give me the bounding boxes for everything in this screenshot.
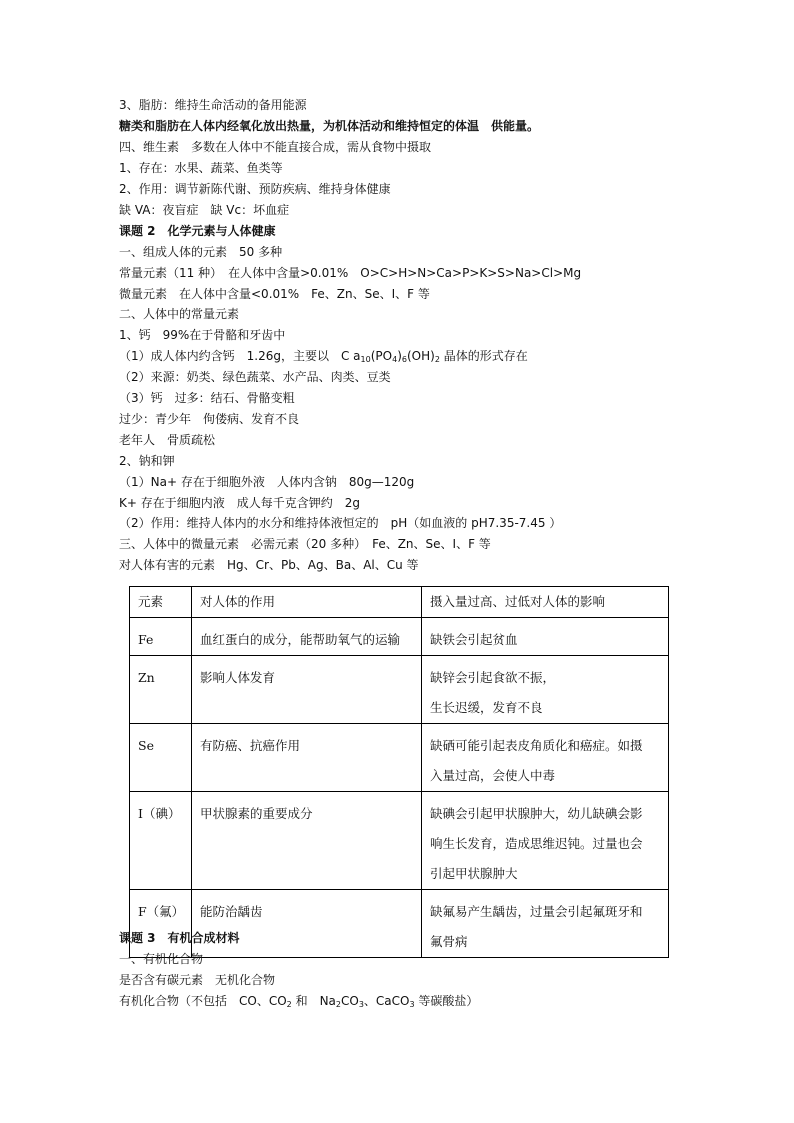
table-cell-effect: 缺碘会引起甲状腺肿大，幼儿缺碘会影 响生长发育，造成思维迟钝。过量也会 引起甲状腺肿大 [422,792,669,890]
table-row [130,618,669,656]
table-cell-element: Se [130,724,192,792]
table-cell-element: I（碘） [130,792,192,890]
text-line: 3、脂肪：维持生命活动的备用能源 [119,98,307,112]
trace-elements-table [129,586,669,958]
table-cell-role: 能防治龋齿 [192,890,422,958]
section-heading: 三、人体中的微量元素 必需元素（20 多种） Fe、Zn、Se、I、F 等 [119,537,491,551]
text-line: 对人体有害的元素 Hg、Cr、Pb、Ag、Ba、Al、Cu 等 [119,558,419,572]
table-header-cell: 摄入量过高、过低对人体的影响 [422,587,669,618]
table-header-cell: 元素 [130,587,192,618]
section-heading: 一、有机化合物 [119,952,204,966]
table-row [130,792,669,890]
section-heading: 四、维生素 多数在人体中不能直接合成，需从食物中摄取 [119,140,432,154]
section-heading: 一、组成人体的元素 50 多种 [119,245,283,259]
text-line-formula: 有机化合物（不包括 CO、$CO_2$ 和 $Na_2CO_3$、CaCO$_3$ 等碳酸盐） [119,994,479,1009]
table-row [130,890,669,958]
text-line: 老年人 骨质疏松 [119,433,216,447]
table-cell-effect: 缺氟易产生龋齿，过量会引起氟斑牙和 氟骨病 [422,890,669,958]
text-line: 微量元素 在人体中含量<0.01% Fe、Zn、Se、I、F 等 [119,287,430,301]
table-header-cell: 对人体的作用 [192,587,422,618]
table-cell-element: Fe [130,618,192,656]
lesson-title: 课题 2 化学元素与人体健康 [119,224,276,238]
text-line: 是否含有碳元素 无机化合物 [119,973,276,987]
text-line-formula: （1）成人体内约含钙 1.26g，主要以 C $a_{10}(PO_4)_6(OH)_2$ 晶体的形式存在 [119,349,528,364]
table-cell-effect: 缺锌会引起食欲不振， 生长迟缓，发育不良 [422,656,669,724]
table-cell-role: 影响人体发育 [192,656,422,724]
text-line: （2）作用：维持人体内的水分和维持体液恒定的 pH（如血液的 pH7.35-7.45 ） [119,516,562,530]
section-heading: 二、人体中的常量元素 [119,307,240,321]
table-row [130,724,669,792]
text-line: 2、作用：调节新陈代谢、预防疾病、维持身体健康 [119,182,391,196]
table-row [130,656,669,724]
text-line: 过少：青少年 佝偻病、发育不良 [119,412,300,426]
table-cell-element: F（氟） [130,890,192,958]
table-cell-role: 甲状腺素的重要成分 [192,792,422,890]
table-cell-effect: 缺硒可能引起表皮角质化和癌症。如摄 入量过高，会使人中毒 [422,724,669,792]
text-line-bold: 糖类和脂肪在人体内经氧化放出热量，为机体活动和维持恒定的体温 供能量。 [119,119,540,133]
lesson-title: 课题 3 有机合成材料 [119,931,240,945]
text-line: （3）钙 过多：结石、骨骼变粗 [119,391,295,405]
text-line: K+ 存在于细胞内液 成人每千克含钾约 2g [119,496,360,510]
text-line: 1、钙 99%在于骨骼和牙齿中 [119,328,286,342]
text-line: 2、钠和钾 [119,454,175,468]
table-cell-role: 有防癌、抗癌作用 [192,724,422,792]
text-line: （2）来源：奶类、绿色蔬菜、水产品、肉类、豆类 [119,370,391,384]
table-cell-effect: 缺铁会引起贫血 [422,618,669,656]
text-line: 常量元素（11 种） 在人体中含量>0.01% O>C>H>N>Ca>P>K>S>Na>Cl>Mg [119,266,582,280]
text-line: （1）Na+ 存在于细胞外液 人体内含钠 80g—120g [119,475,415,489]
text-line: 1、存在：水果、蔬菜、鱼类等 [119,161,283,175]
table-cell-role: 血红蛋白的成分，能帮助氧气的运输 [192,618,422,656]
table-header-row [130,587,669,618]
text-line: 缺 VA：夜盲症 缺 Vc：坏血症 [119,203,290,217]
table-cell-element: Zn [130,656,192,724]
